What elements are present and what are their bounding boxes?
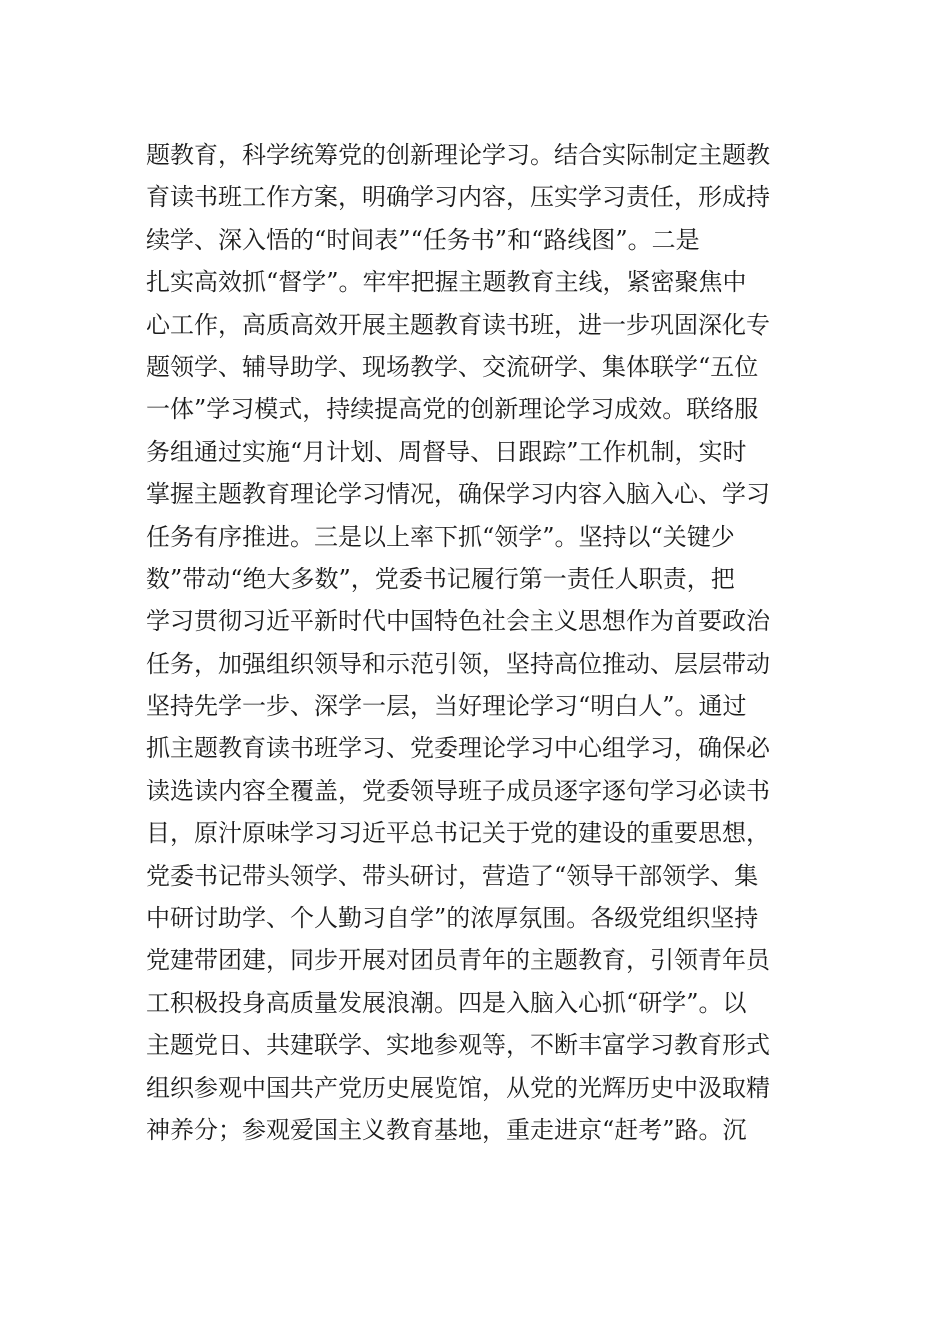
text-line: 题教育，科学统筹党的创新理论学习。结合实际制定主题教 (146, 141, 770, 169)
text-line: 中研讨助学、个人勤习自学”的浓厚氛围。各级党组织坚持 (146, 904, 759, 933)
text-line: 数”带动“绝大多数”，党委书记履行第一责任人职责，把 (146, 564, 735, 593)
text-line: 务组通过实施“月计划、周督导、日跟踪”工作机制，实时 (146, 437, 747, 466)
text-line: 读选读内容全覆盖，党委领导班子成员逐字逐句学习必读书 (146, 776, 770, 805)
text-line: 党建带团建，同步开展对团员青年的主题教育，引领青年员 (146, 946, 770, 975)
text-line: 扎实高效抓“督学”。牢牢把握主题教育主线，紧密聚焦中 (146, 268, 747, 297)
body-paragraph (146, 134, 816, 1151)
text-line: 组织参观中国共产党历史展览馆，从党的光辉历史中汲取精 (146, 1073, 770, 1102)
text-line: 神养分；参观爱国主义教育基地，重走进京“赶考”路。沉 (146, 1115, 747, 1144)
text-line: 任务有序推进。三是以上率下抓“领学”。坚持以“关键少 (146, 522, 735, 551)
text-line: 目，原汁原味学习习近平总书记关于党的建设的重要思想， (146, 819, 770, 848)
text-line: 坚持先学一步、深学一层，当好理论学习“明白人”。通过 (146, 692, 747, 721)
text-line: 学习贯彻习近平新时代中国特色社会主义思想作为首要政治 (146, 607, 770, 636)
text-line: 心工作，高质高效开展主题教育读书班，进一步巩固深化专 (146, 310, 770, 339)
text-line: 工积极投身高质量发展浪潮。四是入脑入心抓“研学”。以 (146, 988, 747, 1017)
text-line: 抓主题教育读书班学习、党委理论学习中心组学习，确保必 (146, 734, 770, 763)
text-line: 一体”学习模式，持续提高党的创新理论学习成效。联络服 (146, 395, 759, 424)
text-line: 题领学、辅导助学、现场教学、交流研学、集体联学“五位 (146, 352, 759, 381)
text-line: 任务，加强组织领导和示范引领，坚持高位推动、层层带动 (146, 649, 770, 678)
text-line: 党委书记带头领学、带头研讨，营造了“领导干部领学、集 (146, 861, 759, 890)
text-line: 掌握主题教育理论学习情况，确保学习内容入脑入心、学习 (146, 480, 770, 509)
text-line: 育读书班工作方案，明确学习内容，压实学习责任，形成持 (146, 183, 770, 212)
text-line: 主题党日、共建联学、实地参观等，不断丰富学习教育形式 (146, 1031, 770, 1060)
text-line: 续学、深入悟的“时间表”“任务书”和“路线图”。二是 (146, 225, 700, 254)
